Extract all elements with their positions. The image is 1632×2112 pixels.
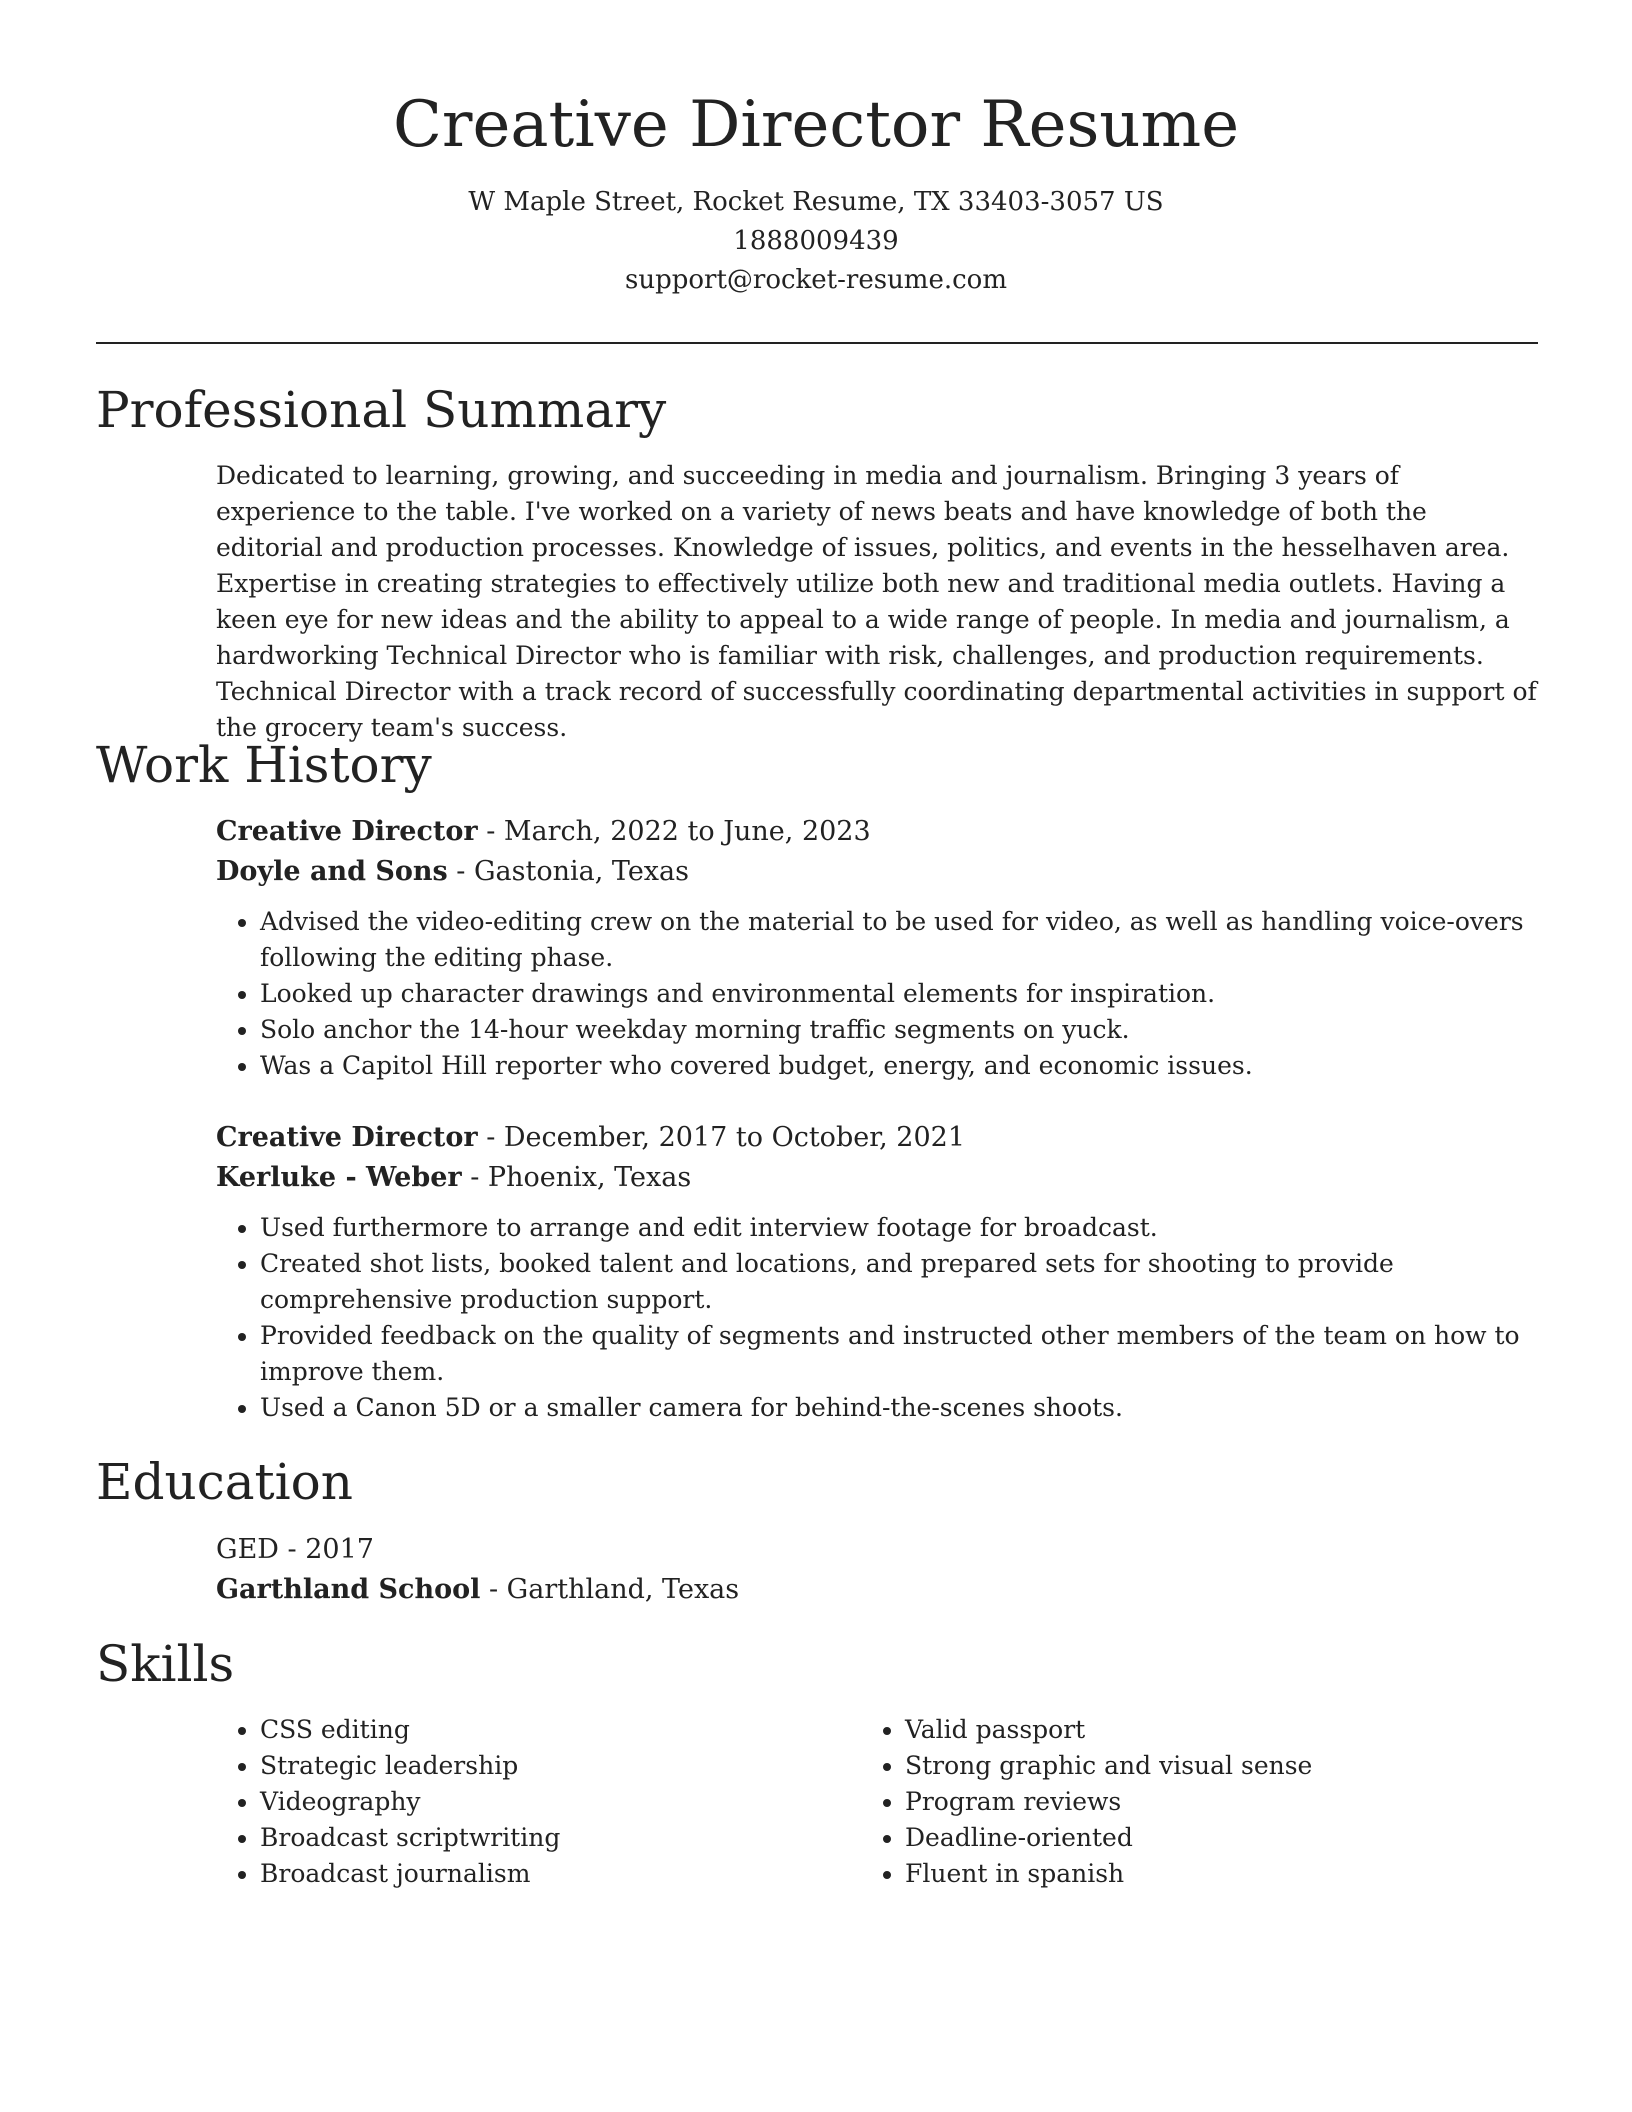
list-item: • Fluent in spanish	[905, 1856, 1461, 1892]
list-item: • Videography	[260, 1784, 816, 1820]
job-role: Creative Director	[216, 1122, 478, 1153]
skills-heading: Skills	[96, 1635, 235, 1693]
education-heading: Education	[96, 1453, 353, 1511]
job-company: Doyle and Sons	[216, 856, 448, 887]
list-item: • Deadline-oriented	[905, 1820, 1461, 1856]
email-text: support@rocket-resume.com	[624, 265, 1007, 295]
list-item: • CSS editing	[260, 1712, 816, 1748]
job-location: - Gastonia, Texas	[447, 856, 689, 887]
job-company: Kerluke - Weber	[216, 1162, 462, 1193]
phone-text: 1888009439	[733, 226, 899, 256]
list-item: • Broadcast scriptwriting	[260, 1820, 816, 1856]
job-dates: - December, 2017 to October, 2021	[477, 1122, 966, 1153]
skills-list	[216, 1712, 816, 1892]
list-item: • Was a Capitol Hill reporter who covered budget, energy, and economic issues.	[260, 1048, 1538, 1084]
skills-column-right	[861, 1712, 1461, 1892]
job-org-line	[216, 852, 1538, 892]
school-location: - Garthland, Texas	[480, 1574, 740, 1605]
degree-line: GED - 2017	[216, 1534, 374, 1565]
resume-header	[0, 85, 1632, 300]
list-item: • Program reviews	[905, 1784, 1461, 1820]
summary-heading: Professional Summary	[96, 381, 667, 439]
skills-column-left	[216, 1712, 816, 1892]
job-org-line	[216, 1158, 1538, 1198]
header-divider	[96, 342, 1538, 344]
education-entry	[216, 1530, 1538, 1622]
job-duties-list	[216, 1210, 1538, 1426]
list-item: • Broadcast journalism	[260, 1856, 816, 1892]
list-item: • Strong graphic and visual sense	[905, 1748, 1461, 1784]
job-entry	[216, 812, 1538, 1084]
list-item: • Strategic leadership	[260, 1748, 816, 1784]
job-role: Creative Director	[216, 816, 478, 847]
list-item: • Used a Canon 5D or a smaller camera for behind-the-scenes shoots.	[260, 1390, 1538, 1426]
job-duties-list	[216, 904, 1538, 1084]
school-name: Garthland School	[216, 1574, 481, 1605]
list-item: • Looked up character drawings and environmental elements for inspiration.	[260, 976, 1538, 1012]
job-location: - Phoenix, Texas	[461, 1162, 692, 1193]
school-line	[216, 1570, 1538, 1610]
list-item: • Advised the video-editing crew on the material to be used for video, as well as handling voice-overs following the editing phase.	[260, 904, 1538, 976]
list-item: • Provided feedback on the quality of segments and instructed other members of the team on how to improve them.	[260, 1318, 1538, 1390]
list-item: • Solo anchor the 14-hour weekday morning traffic segments on yuck.	[260, 1012, 1538, 1048]
list-item: • Used furthermore to arrange and edit interview footage for broadcast.	[260, 1210, 1538, 1246]
summary-text: Dedicated to learning, growing, and succeeding in media and journalism. Bringing 3 years of experience to the table. I've worked on a variety of news beats and have knowledge of both the editorial and production processes. Knowledge of issues, politics, and events in the hesselhaven area. Expertise in creating strategies to effectively utilize both new and traditional media outlets. Having a keen eye for new ideas and the ability to appeal to a wide range of people. In media and journalism, a hardworking Technical Director who is familiar with risk, challenges, and production requirements. Technical Director with a track record of successfully coordinating departmental activities in support of the grocery team's success.	[216, 461, 1537, 742]
job-title-line	[216, 1118, 1538, 1158]
work-history-heading: Work History	[96, 736, 432, 794]
job-entry	[216, 1118, 1538, 1426]
address-text: W Maple Street, Rocket Resume, TX 33403-3057 US	[468, 187, 1164, 217]
list-item: • Created shot lists, booked talent and locations, and prepared sets for shooting to provide comprehensive production support.	[260, 1246, 1538, 1318]
skills-list	[861, 1712, 1461, 1892]
page-title: Creative Director Resume	[392, 88, 1240, 162]
list-item: • Valid passport	[905, 1712, 1461, 1748]
job-dates: - March, 2022 to June, 2023	[477, 816, 871, 847]
summary-section	[216, 458, 1538, 746]
job-title-line	[216, 812, 1538, 852]
